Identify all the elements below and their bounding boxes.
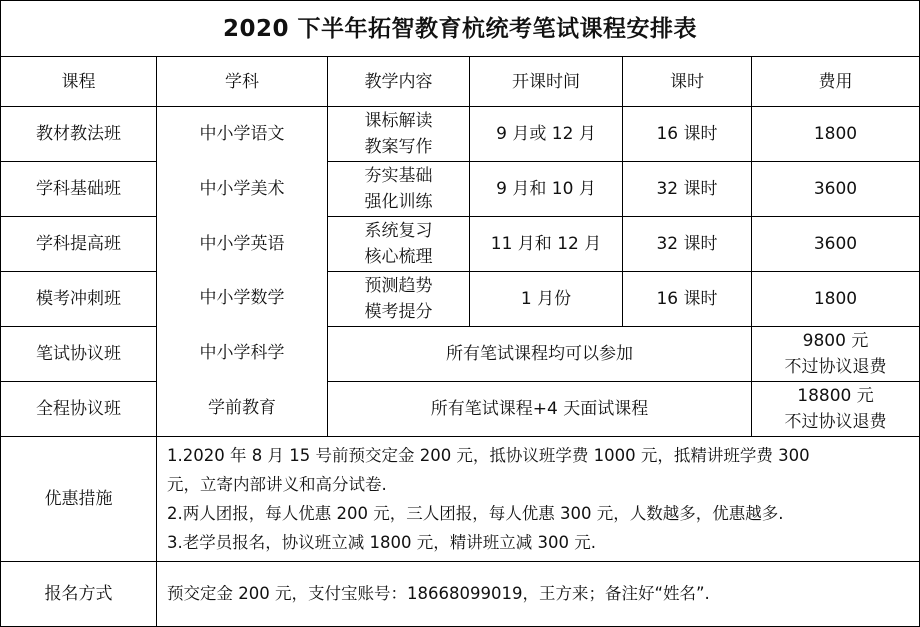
- signup-content: 预交定金 200 元，支付宝账号：18668099019，王方来；备注好“姓名”.: [157, 562, 920, 627]
- course-fee: 3600: [752, 217, 920, 272]
- course-content: [328, 107, 470, 162]
- course-hours: 16 课时: [623, 107, 752, 162]
- course-fee: 1800: [752, 272, 920, 327]
- fee-line: 18800 元: [797, 386, 874, 406]
- course-content: [328, 272, 470, 327]
- agreement-name: 全程协议班: [1, 382, 157, 437]
- subject-item: 中小学英语: [199, 233, 285, 254]
- course-time: 11 月和 12 月: [470, 217, 623, 272]
- subjects-cell: [157, 107, 328, 437]
- subject-item: 中小学美术: [199, 178, 285, 199]
- course-content: [328, 217, 470, 272]
- signup-label: 报名方式: [1, 562, 157, 627]
- subject-item: 中小学语文: [199, 124, 285, 144]
- content-line: 核心梳理: [364, 247, 433, 267]
- header-course: 课程: [1, 57, 157, 107]
- subject-item: 学前教育: [208, 397, 276, 418]
- content-line: 模考提分: [364, 302, 433, 322]
- content-line: 强化训练: [364, 192, 433, 212]
- table-title: 2020 下半年拓智教育杭统考笔试课程安排表: [1, 1, 920, 57]
- promo-line: 元，立寄内部讲义和高分试卷.: [167, 475, 387, 494]
- course-time: 9 月或 12 月: [470, 107, 623, 162]
- promo-content: [157, 437, 920, 562]
- header-content: 教学内容: [328, 57, 470, 107]
- course-fee: 1800: [752, 107, 920, 162]
- content-line: 夯实基础: [364, 166, 433, 186]
- content-line: 预测趋势: [364, 276, 433, 296]
- agreement-fee: [752, 382, 920, 437]
- promo-line: 3.老学员报名，协议班立减 1800 元，精讲班立减 300 元.: [167, 533, 596, 552]
- header-subject: 学科: [157, 57, 328, 107]
- content-line: 课标解读: [364, 111, 433, 131]
- course-name: 学科提高班: [1, 217, 157, 272]
- header-start-time: 开课时间: [470, 57, 623, 107]
- course-hours: 32 课时: [623, 217, 752, 272]
- course-time: 1 月份: [470, 272, 623, 327]
- course-hours: 16 课时: [623, 272, 752, 327]
- agreement-desc: 所有笔试课程均可以参加: [328, 327, 752, 382]
- fee-line: 不过协议退费: [784, 412, 887, 432]
- fee-line: 不过协议退费: [784, 357, 887, 377]
- agreement-name: 笔试协议班: [1, 327, 157, 382]
- course-fee: 3600: [752, 162, 920, 217]
- promo-line: 1.2020 年 8 月 15 号前预交定金 200 元，抵协议班学费 1000 元，抵精讲班学费 300: [167, 446, 810, 465]
- course-time: 9 月和 10 月: [470, 162, 623, 217]
- header-hours: 课时: [623, 57, 752, 107]
- course-name: 教材教法班: [1, 107, 157, 162]
- course-name: 学科基础班: [1, 162, 157, 217]
- header-fee: 费用: [752, 57, 920, 107]
- agreement-desc: 所有笔试课程+4 天面试课程: [328, 382, 752, 437]
- course-name: 模考冲刺班: [1, 272, 157, 327]
- content-line: 系统复习: [364, 221, 433, 241]
- promo-label: 优惠措施: [1, 437, 157, 562]
- agreement-fee: [752, 327, 920, 382]
- subject-item: 中小学数学: [199, 288, 285, 309]
- fee-line: 9800 元: [802, 331, 869, 351]
- course-hours: 32 课时: [623, 162, 752, 217]
- promo-line: 2.两人团报，每人优惠 200 元，三人团报，每人优惠 300 元，人数越多，优惠越多.: [167, 504, 784, 523]
- content-line: 教案写作: [364, 137, 433, 157]
- subject-item: 中小学科学: [199, 343, 285, 364]
- course-content: [328, 162, 470, 217]
